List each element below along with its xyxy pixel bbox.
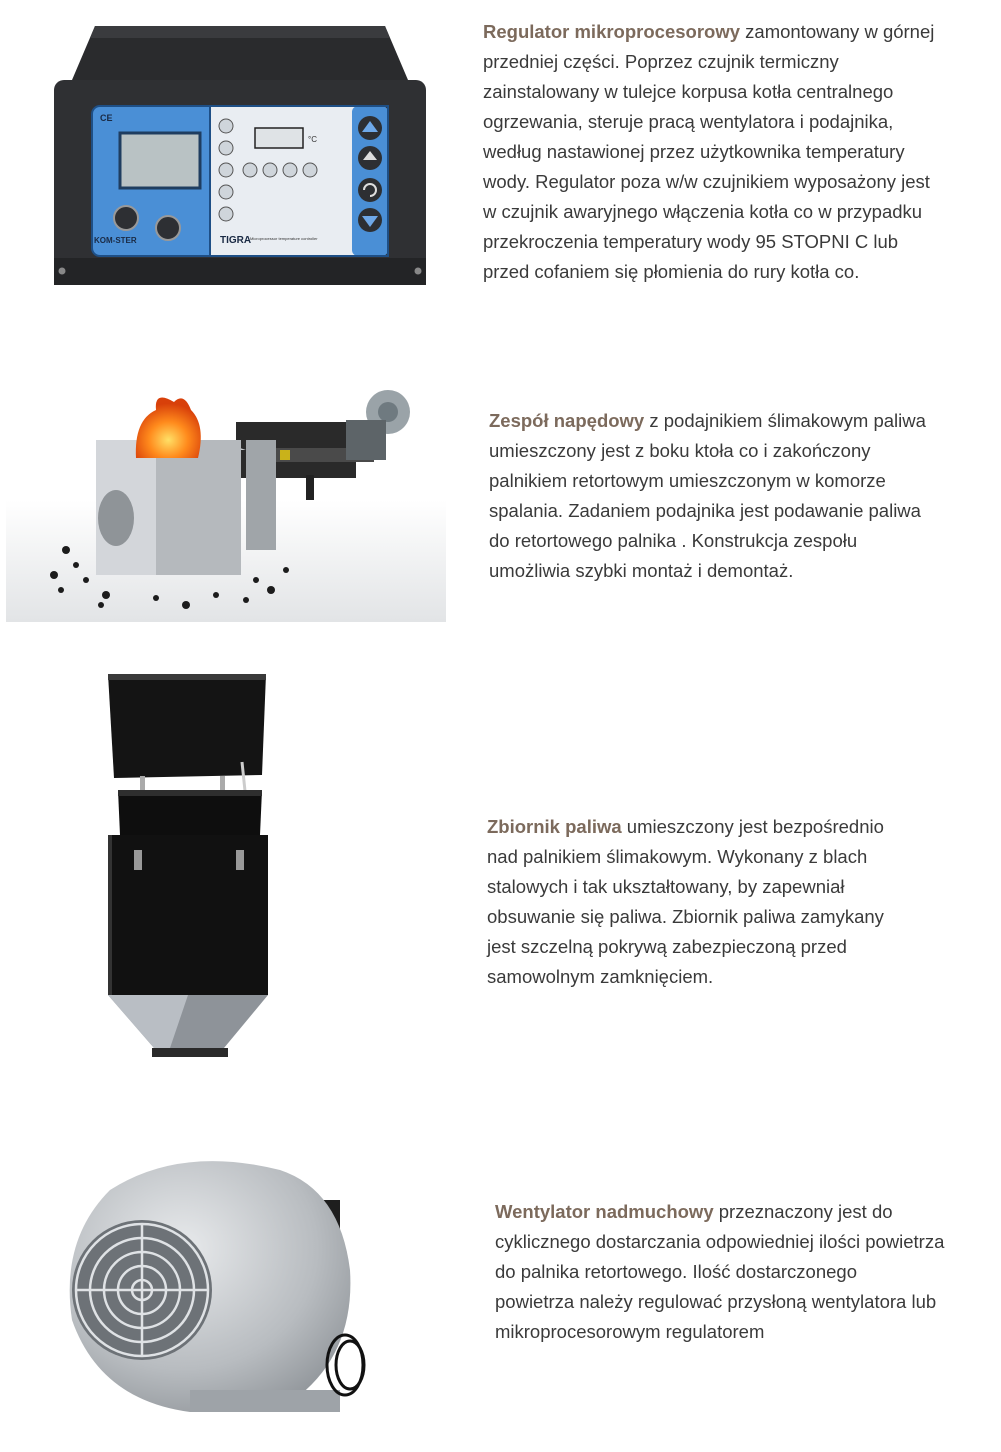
- fuel-tank-title: Zbiornik paliwa: [487, 816, 622, 837]
- svg-text:°C: °C: [308, 135, 317, 144]
- burner-feeder-icon: [6, 380, 446, 622]
- controller-device-icon: [40, 18, 440, 293]
- svg-text:KOM-STER: KOM-STER: [94, 236, 137, 245]
- blower-description: Wentylator nadmuchowy przeznaczony jest do cyklicznego dostarczania odpowiedniej ilości powietrza do palnika retortowego. Ilość dostarczonego powietrza należy regulować przysłoną wentylatora lub mikroprocesorowym regulatorem: [495, 1201, 945, 1342]
- blower-fan-icon: [60, 1150, 370, 1425]
- drive-unit-description: Zespół napędowy z podajnikiem ślimakowym paliwa umieszczony jest z boku ktoła co i zakończony palnikiem retortowym umieszczonym w komorze spalania. Zadaniem podajnika jest podawanie paliwa do retortowego palnika . Konstrukcja zespołu umożliwia szybki montaż i demontaż.: [489, 410, 926, 581]
- blower-title: Wentylator nadmuchowy: [495, 1201, 714, 1222]
- controller-description: Regulator mikroprocesorowy zamontowany w górnej przedniej części. Poprzez czujnik termiczny zainstalowany w tulejce korpusa kotła centralnego ogrzewania, steruje pracą wentylatora i podajnika, według nastawionej przez użytkownika temperatury wody. Regulator poza w/w czujnikiem wyposażony jest w czujnik awaryjnego włączenia kotła co w przypadku przekroczenia temperatury wody 95 STOPNI C lub przed cofaniem się płomienia do rury kotła co.: [483, 21, 935, 282]
- section-blower: [0, 1150, 1001, 1450]
- svg-text:CE: CE: [100, 113, 113, 123]
- section-fuel-tank: [0, 670, 1001, 1070]
- svg-text:TIGRA: TIGRA: [220, 235, 252, 246]
- svg-text:Microprocessor temperature con: Microprocessor temperature controller: [250, 236, 318, 241]
- section-drive-unit: [0, 380, 1001, 630]
- controller-title: Regulator mikroprocesorowy: [483, 21, 741, 42]
- section-controller: [0, 0, 1001, 300]
- fuel-tank-icon: [100, 670, 280, 1062]
- fuel-tank-description: Zbiornik paliwa umieszczony jest bezpośrednio nad palnikiem ślimakowym. Wykonany z blach stalowych i tak ukształtowany, by zapewniał obsuwanie się paliwa. Zbiornik paliwa zamykany jest szczelną pokrywą zabezpieczoną przed samowolnym zamknięciem.: [487, 816, 884, 987]
- drive-unit-title: Zespół napędowy: [489, 410, 645, 431]
